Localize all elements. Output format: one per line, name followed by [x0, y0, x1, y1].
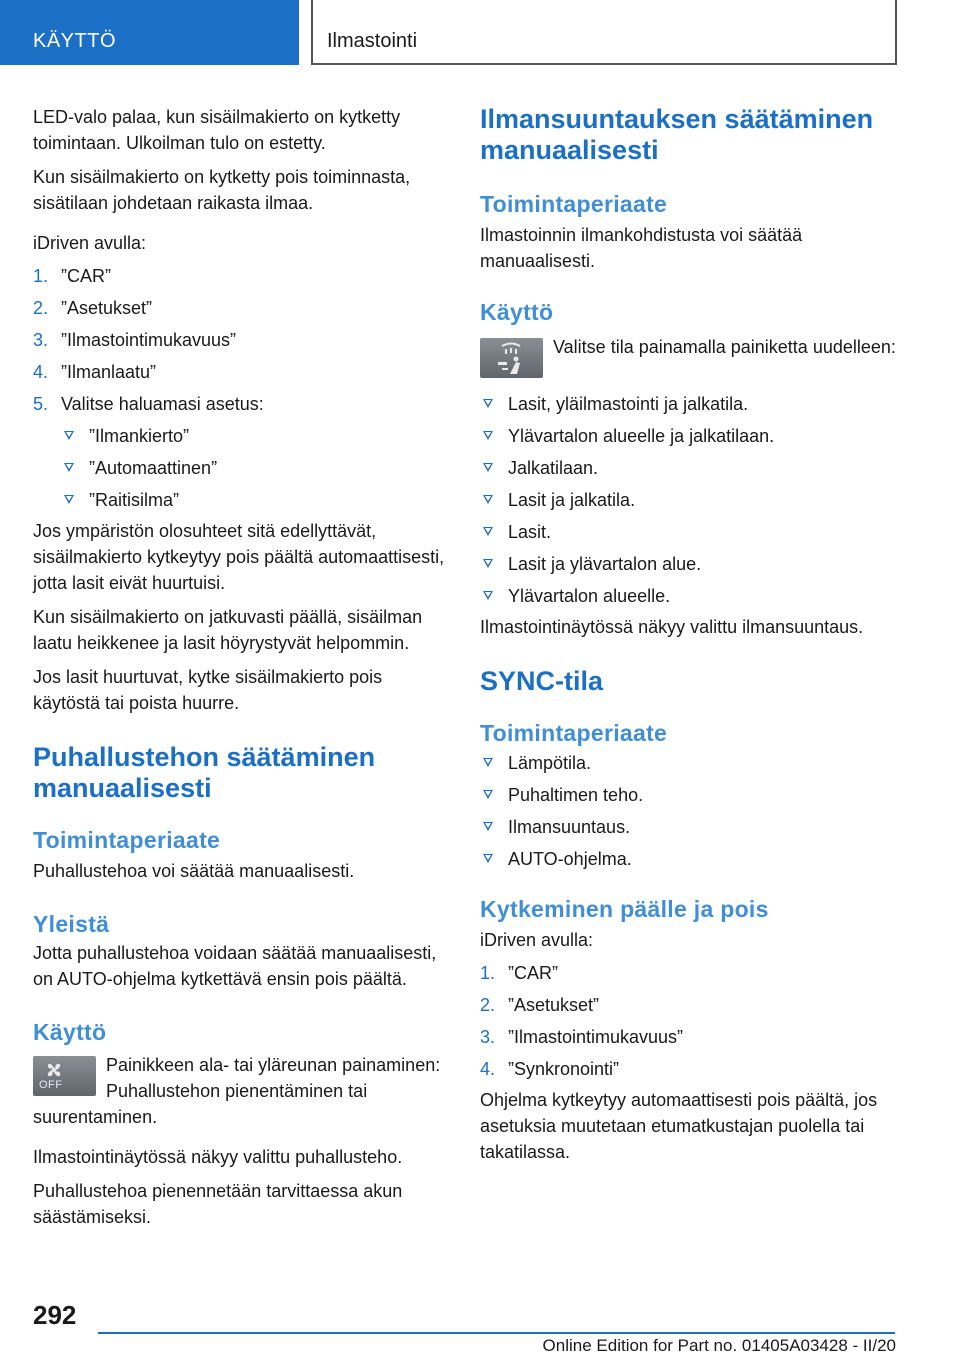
paragraph: Jotta puhallustehoa voidaan säätää manuaalisesti, on AUTO-ohjelma kytkettävä ensin pois päältä.	[33, 943, 437, 989]
list-item	[480, 452, 900, 484]
list-item	[480, 516, 900, 548]
list-item	[480, 388, 900, 420]
bullet-triangle-icon	[483, 495, 493, 504]
list-item	[33, 260, 453, 292]
bullet-triangle-icon	[483, 758, 493, 767]
substeps-list	[33, 420, 453, 516]
paragraph: LED-valo palaa, kun sisäilmakierto on kytketty toimintaan. Ulkoilman tulo on estetty.	[33, 107, 401, 153]
step-text: ”CAR”	[61, 266, 111, 286]
paragraph: Kun sisäilmakierto on jatkuvasti päällä, sisäilman laatu heikkenee ja lasit höyrystyvät helpommin.	[33, 607, 423, 653]
list-item	[480, 989, 900, 1021]
mode-text: Lasit ja jalkatila.	[508, 490, 636, 510]
left-column	[33, 104, 453, 1238]
list-item	[480, 1021, 900, 1053]
bullet-triangle-icon	[64, 495, 74, 504]
step-number: 1.	[480, 963, 496, 983]
list-item	[33, 292, 453, 324]
paragraph: Kun sisäilmakierto on kytketty pois toiminnasta, sisätilaan johdetaan raikasta ilmaa.	[33, 167, 411, 213]
bullet-triangle-icon	[483, 431, 493, 440]
airflow-button-description	[480, 334, 900, 378]
steps-list	[33, 260, 453, 420]
list-item	[480, 420, 900, 452]
bullet-triangle-icon	[483, 822, 493, 831]
sync-item-text: Lämpötila.	[508, 753, 592, 773]
paragraph: Valitse tila painamalla painiketta uudelleen:	[553, 337, 896, 357]
subsection-heading: Käyttö	[33, 1019, 107, 1045]
bullet-triangle-icon	[483, 591, 493, 600]
list-item	[33, 420, 453, 452]
paragraph: Puhallustehoa pienennetään tarvittaessa akun säästämiseksi.	[33, 1181, 403, 1227]
footer-divider	[98, 1332, 895, 1334]
paragraph: Jos lasit huurtuvat, kytke sisäilmakierto pois käytöstä tai poista huurre.	[33, 667, 383, 713]
step-number: 2.	[480, 995, 496, 1015]
bullet-triangle-icon	[64, 463, 74, 472]
steps-list	[480, 957, 900, 1085]
footer-edition: Online Edition for Part no. 01405A03428 - II/20	[542, 1336, 896, 1355]
step-number: 5.	[33, 394, 49, 414]
airflow-button-icon	[480, 338, 543, 378]
list-item	[33, 356, 453, 388]
substep-text: ”Automaattinen”	[89, 458, 218, 478]
list-item	[480, 580, 900, 612]
bullet-triangle-icon	[483, 399, 493, 408]
list-item	[480, 843, 900, 875]
step-number: 1.	[33, 266, 49, 286]
sync-items-list	[480, 747, 900, 875]
subsection-heading: Toimintaperiaate	[480, 191, 668, 217]
list-item	[480, 957, 900, 989]
fan-button-icon	[33, 1056, 96, 1096]
sync-item-text: AUTO-ohjelma.	[508, 849, 632, 869]
bullet-triangle-icon	[483, 790, 493, 799]
section-heading: Puhallustehon säätäminen manuaalisesti	[33, 742, 376, 803]
mode-text: Jalkatilaan.	[508, 458, 599, 478]
mode-text: Lasit ja ylävartalon alue.	[508, 554, 702, 574]
step-number: 4.	[480, 1059, 496, 1079]
right-column	[480, 104, 900, 1173]
step-number: 2.	[33, 298, 49, 318]
step-text: Valitse haluamasi asetus:	[61, 394, 264, 414]
bullet-triangle-icon	[483, 559, 493, 568]
mode-text: Ylävartalon alueelle ja jalkatilaan.	[508, 426, 775, 446]
sync-item-text: Puhaltimen teho.	[508, 785, 644, 805]
step-text: ”Ilmanlaatu”	[61, 362, 157, 382]
paragraph: Painikkeen ala- tai yläreunan painaminen: Puhallustehon pienentäminen tai suurentaminen.	[33, 1055, 441, 1127]
subsection-heading: Yleistä	[33, 911, 110, 937]
bullet-triangle-icon	[64, 431, 74, 440]
subsection-heading: Käyttö	[480, 299, 554, 325]
paragraph: Puhallustehoa voi säätää manuaalisesti.	[33, 861, 355, 881]
header-title-box	[311, 0, 897, 65]
step-number: 4.	[33, 362, 49, 382]
subsection-heading: Toimintaperiaate	[33, 827, 221, 853]
step-number: 3.	[33, 330, 49, 350]
list-item	[33, 388, 453, 420]
list-item	[480, 1053, 900, 1085]
paragraph: Ilmastointinäytössä näkyy valittu puhallusteho.	[33, 1147, 403, 1167]
step-text: ”Synkronointi”	[508, 1059, 620, 1079]
list-item	[480, 779, 900, 811]
fan-button-description	[33, 1052, 453, 1130]
mode-text: Ylävartalon alueelle.	[508, 586, 671, 606]
bullet-triangle-icon	[483, 527, 493, 536]
header-title: Ilmastointi	[327, 30, 418, 52]
header-section-label: KÄYTTÖ	[33, 30, 117, 52]
step-text: ”CAR”	[508, 963, 558, 983]
bullet-triangle-icon	[483, 854, 493, 863]
step-number: 3.	[480, 1027, 496, 1047]
air-distribution-icon	[480, 338, 543, 378]
step-text: ”Asetukset”	[508, 995, 600, 1015]
paragraph: iDriven avulla:	[33, 233, 147, 253]
list-item	[480, 747, 900, 779]
airflow-modes-list	[480, 388, 900, 612]
paragraph: Ohjelma kytkeytyy automaattisesti pois päältä, jos asetuksia muutetaan etumatkustajan puolella tai takatilassa.	[480, 1090, 878, 1162]
substep-text: ”Raitisilma”	[89, 490, 179, 510]
mode-text: Lasit, yläilmastointi ja jalkatila.	[508, 394, 749, 414]
list-item	[480, 484, 900, 516]
sync-item-text: Ilmansuuntaus.	[508, 817, 631, 837]
list-item	[33, 324, 453, 356]
bullet-triangle-icon	[483, 463, 493, 472]
list-item	[480, 548, 900, 580]
substep-text: ”Ilmankierto”	[89, 426, 190, 446]
list-item	[33, 452, 453, 484]
paragraph: iDriven avulla:	[480, 930, 594, 950]
list-item	[480, 811, 900, 843]
subsection-heading: Toimintaperiaate	[480, 720, 668, 746]
mode-text: Lasit.	[508, 522, 552, 542]
section-heading: SYNC-tila	[480, 666, 604, 696]
paragraph: Ilmastoinnin ilmankohdistusta voi säätää manuaalisesti.	[480, 225, 803, 271]
paragraph: Jos ympäristön olosuhteet sitä edellyttävät, sisäilmakierto kytkeytyy pois päältä automaattisesti, jotta lasit eivät huurtuisi.	[33, 521, 445, 593]
header-section-tab	[0, 0, 299, 65]
page-number: 292	[33, 1300, 77, 1330]
subsection-heading: Kytkeminen päälle ja pois	[480, 896, 769, 922]
step-text: ”Asetukset”	[61, 298, 153, 318]
step-text: ”Ilmastointimukavuus”	[508, 1027, 684, 1047]
section-heading: Ilmansuuntauksen säätäminen manuaalisesti	[480, 104, 874, 165]
paragraph: Ilmastointinäytössä näkyy valittu ilmansuuntaus.	[480, 617, 864, 637]
fan-button-off-label: OFF	[39, 1079, 63, 1091]
list-item	[33, 484, 453, 516]
step-text: ”Ilmastointimukavuus”	[61, 330, 237, 350]
